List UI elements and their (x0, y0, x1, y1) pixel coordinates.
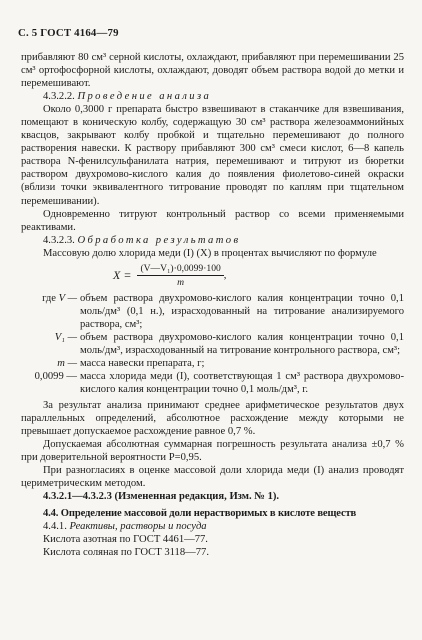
section-title: Реактивы, растворы и посуда (69, 520, 207, 532)
section-4-3-2-3-heading (21, 234, 404, 247)
definition-symbol: 0,0099 — (34, 371, 77, 383)
page-header: С. 5 ГОСТ 4164—79 (18, 27, 119, 39)
definition-item (21, 370, 404, 396)
section-number: 4.3.2.3. (43, 234, 75, 246)
formula-numerator: (V—V₁)·0,0099·100 (137, 263, 223, 276)
section-4-4-1-heading (21, 520, 404, 533)
formula (113, 263, 404, 288)
definition-item (21, 357, 404, 370)
section-4-4-heading: 4.4. Определение массовой доли нерастворимых в кислоте веществ (43, 507, 357, 519)
definition-text: объем раствора двухромово-кислого калия концентрации точно 0,1 моль/дм³ (0,1 н.), израсходованный на титрование анализируемого раствора, см³; (80, 292, 404, 330)
formula-lhs: X = (113, 267, 132, 282)
where-word: где (42, 292, 56, 304)
definition-symbol: m — (57, 357, 77, 369)
section-4-3-2-2-heading (21, 90, 404, 103)
paragraph-reagent-prep: прибавляют 80 см³ серной кислоты, охлаждают, прибавляют при перемешивании 25 см³ ортофосфорной кислоты, охлаждают, доводят объем раствора водой до метки и перемешивают. (21, 52, 404, 90)
paragraph-control: Одновременно титруют контрольный раствор со всеми применяемыми реактивами. (21, 208, 404, 233)
formula-fraction (137, 263, 223, 288)
section-title: Проведение анализа (77, 91, 212, 103)
section-number: 4.4.1. (43, 520, 67, 532)
definition-item (21, 331, 404, 357)
paragraph-error: Допускаемая абсолютная суммарная погрешность результата анализа ±0,7 % при доверительной вероятности P=0,95. (21, 439, 404, 464)
paragraph-formula-intro: Массовую долю хлорида меди (I) (X) в процентах вычисляют по формуле (43, 247, 377, 259)
section-number: 4.3.2.2. (43, 91, 75, 103)
definition-text: масса навески препарата, г; (80, 357, 205, 369)
definition-symbol: V₁ — (54, 331, 77, 343)
paragraph-disagreement: При разногласиях в оценке массовой доли хлорида меди (I) анализ проводят цериметрическим методом. (21, 465, 404, 490)
formula-denominator: m (177, 276, 185, 288)
paragraph-procedure: Около 0,3000 г препарата быстро взвешивают в стаканчике для взвешивания, помещают в коническую колбу, содержащую 30 см³ раствора железоаммонийных квасцов, закрывают колбу пробкой и тщательно перемешивают до полного растворения навески. К раствору прибавляют 300 см³ смеси кислот, 6—8 капель раствора N-фенилсульфанилата натрия, перемешивают и титруют из бюретки раствором двухромово-кислого калия до появления фиолетово-синей окраски (вблизи точки эквивалентного титрование проводят по каплям при тщательном перемешивании). (21, 104, 404, 207)
paragraph-result: За результат анализа принимают среднее арифметическое результатов двух параллельных определений, абсолютное расхождение между которыми не превышает допускаемое расхождение равное 0,7 %. (21, 400, 404, 438)
definition-text: объем раствора двухромово-кислого калия концентрации точно 0,1 моль/дм³, израсходованный на титрование контрольного раствора, см³; (80, 331, 404, 356)
formula-comma: , (223, 269, 227, 281)
section-title: Обработка результатов (77, 234, 241, 246)
definition-symbol: где V — (42, 292, 77, 304)
reagent-item: Кислота азотная по ГОСТ 4461—77. (43, 533, 208, 545)
definition-item (21, 292, 404, 331)
definitions-list (21, 292, 404, 396)
reagent-item: Кислота соляная по ГОСТ 3118—77. (43, 546, 209, 558)
definition-text: масса хлорида меди (I), соответствующая 1 см³ раствора двухромово-кислого калия концентрации точно 0,1 моль/дм³, г. (80, 371, 404, 396)
amendment-note: 4.3.2.1—4.3.2.3 (Измененная редакция, Изм. № 1). (43, 491, 280, 503)
page-body (21, 51, 404, 559)
